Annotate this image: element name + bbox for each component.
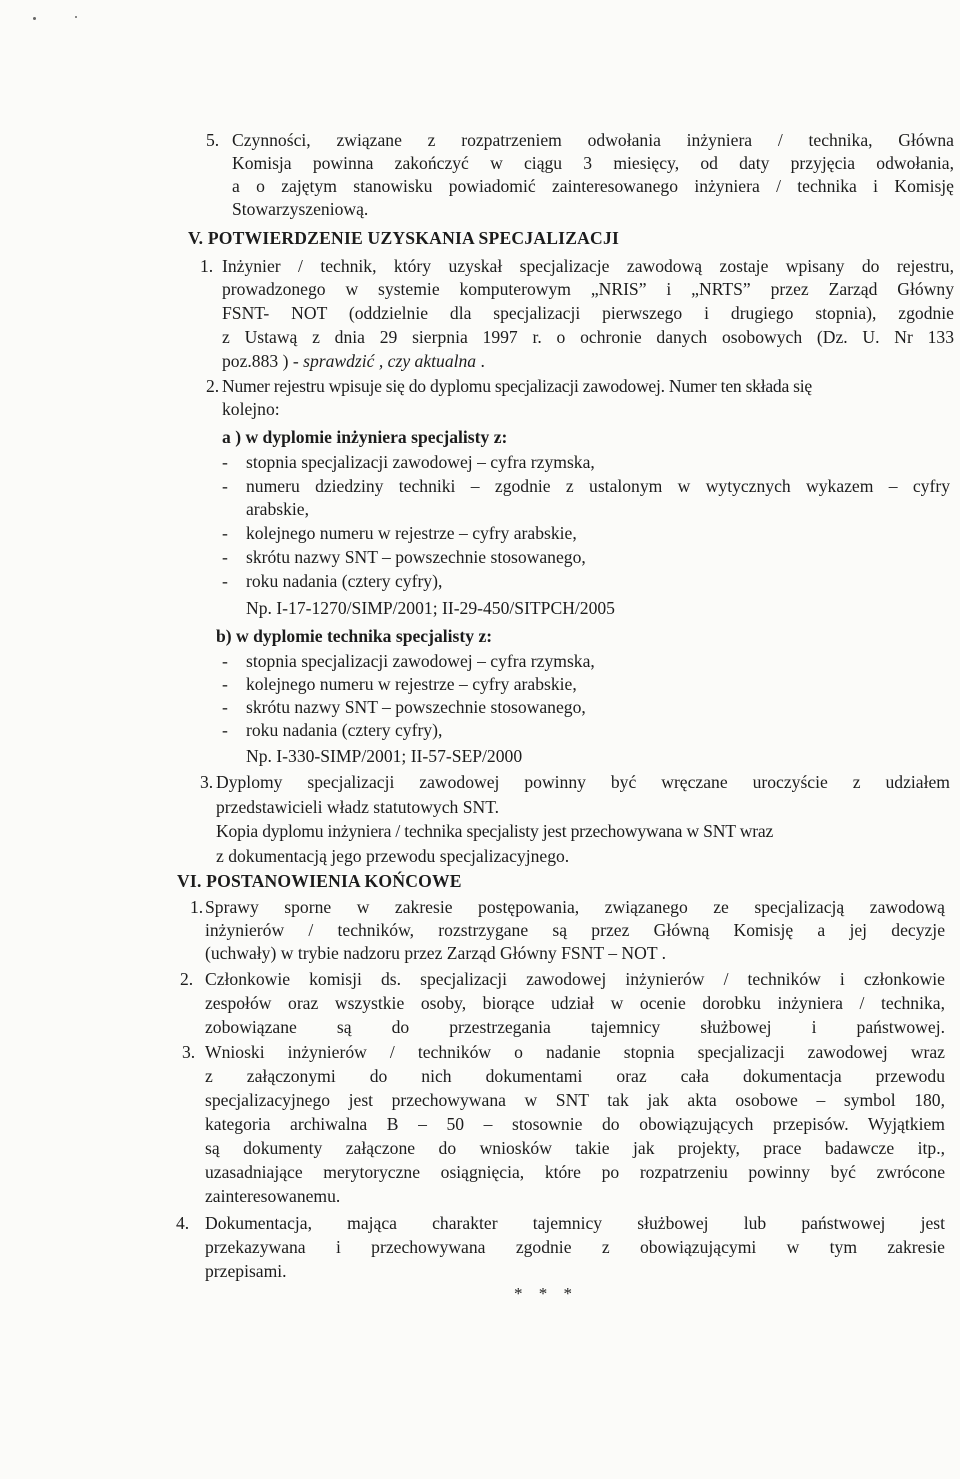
paragraph-line: Sprawy sporne w zakresie postępowania, związanego ze specjalizacją zawodową [205, 897, 945, 917]
paragraph-line: specjalizacyjnego jest przechowywana w SNT tak jak akta osobowe – symbol 180, [205, 1090, 945, 1110]
bullet-dash: - [222, 720, 228, 740]
example-code: Np. I-17-1270/SIMP/2001; II-29-450/SITPCH/2005 [246, 598, 615, 618]
paragraph-line: Stowarzyszeniową. [232, 199, 369, 219]
paragraph-line: Dokumentacja, mająca charakter tajemnicy służbowej lub państwowej jest [205, 1213, 945, 1233]
item-number: 2. [206, 376, 220, 396]
paragraph-line: z dokumentacją jego przewodu specjalizacyjnego. [216, 846, 570, 866]
text-span: . [476, 351, 485, 371]
paragraph-line: przekazywana i przechowywana zgodnie z obowiązującymi w tym zakresie [205, 1237, 945, 1257]
paragraph-line: kategoria archiwalna B – 50 – stosownie do obowiązujących przepisów. Wyjątkiem [205, 1114, 945, 1134]
section-heading: VI. POSTANOWIENIA KOŃCOWE [177, 871, 462, 891]
paragraph-line: przedstawicieli władz statutowych SNT. [216, 797, 500, 817]
paragraph-line: uzasadniające merytoryczne osiągnięcia, które po rozpatrzeniu powinny być zwrócone [205, 1162, 945, 1182]
bullet-dash: - [222, 651, 228, 671]
bullet-dash: - [222, 523, 228, 543]
list-item: roku nadania (cztery cyfry), [246, 720, 443, 740]
paragraph-line: a o zajętym stanowisku powiadomić zainteresowanego inżyniera / technika i Komisję [232, 176, 954, 196]
paragraph-line: Wnioski inżynierów / techników o nadanie stopnia specjalizacji zawodowej wraz [205, 1042, 945, 1062]
paragraph-line: (uchwały) w trybie nadzoru przez Zarząd Główny FSNT – NOT . [205, 943, 667, 963]
item-number: 1. [200, 256, 214, 276]
paragraph-line: są dokumenty załączone do wniosków takie jak projekty, prace badawcze itp., [205, 1138, 945, 1158]
list-item: skrótu nazwy SNT – powszechnie stosowanego, [246, 547, 586, 567]
subsection-heading: b) w dyplomie technika specjalisty z: [216, 626, 493, 646]
paragraph-line: Inżynier / technik, który uzyskał specjalizacje zawodową zostaje wpisany do rejestru, [222, 256, 954, 276]
bullet-dash: - [222, 571, 228, 591]
paragraph-line: Numer rejestru wpisuje się do dyplomu specjalizacji zawodowej. Numer ten składa się [222, 376, 812, 396]
paragraph-line: FSNT- NOT (oddzielnie dla specjalizacji pierwszego i drugiego stopnia), zgodnie [222, 303, 954, 323]
list-item: skrótu nazwy SNT – powszechnie stosowanego, [246, 697, 586, 717]
paragraph-line: prowadzonego w systemie komputerowym „NRIS” i „NRTS” przez Zarząd Główny [222, 279, 954, 299]
bullet-dash: - [222, 476, 228, 496]
list-item: stopnia specjalizacji zawodowej – cyfra rzymska, [246, 651, 595, 671]
section-heading: V. POTWIERDZENIE UZYSKANIA SPECJALIZACJI [188, 228, 619, 248]
scan-speck [33, 17, 36, 20]
list-item: roku nadania (cztery cyfry), [246, 571, 443, 591]
paragraph-line: zobowiązane są do przestrzegania tajemnicy służbowej i państwowej. [205, 1017, 945, 1037]
list-item: numeru dziedziny techniki – zgodnie z ustalonym w wytycznych wykazem – cyfry [246, 476, 950, 496]
paragraph-line: Kopia dyplomu inżyniera / technika specjalisty jest przechowywana w SNT wraz [216, 821, 774, 841]
subsection-heading: a ) w dyplomie inżyniera specjalisty z: [222, 427, 508, 447]
paragraph-line: zainteresowanemu. [205, 1186, 341, 1206]
list-item-continuation: arabskie, [246, 499, 310, 519]
paragraph-line: Członkowie komisji ds. specjalizacji zawodowej inżynierów / techników i członkowie [205, 969, 945, 989]
end-mark: * * * [514, 1284, 578, 1303]
paragraph-line: z Ustawą z dnia 29 sierpnia 1997 r. o ochronie danych osobowych (Dz. U. Nr 133 [222, 327, 954, 347]
item-number: 3. [182, 1042, 196, 1062]
item-number: 1. [190, 897, 204, 917]
paragraph-line: zespołów oraz wszystkie osoby, biorące udział w ocenie dorobku inżyniera / technika, [205, 993, 945, 1013]
list-item: kolejnego numeru w rejestrze – cyfry arabskie, [246, 674, 577, 694]
paragraph-line: inżynierów / techników, rozstrzygane są przez Główną Komisję a jej decyzje [205, 920, 945, 940]
paragraph-line: z załączonymi do nich dokumentami oraz cała dokumentacja przewodu [205, 1066, 945, 1086]
paragraph-line: kolejno: [222, 399, 280, 419]
paragraph-line: przepisami. [205, 1261, 287, 1281]
scan-speck [75, 16, 77, 18]
editor-note: sprawdzić , czy aktualna [303, 351, 477, 371]
list-item: stopnia specjalizacji zawodowej – cyfra rzymska, [246, 452, 595, 472]
item-number: 4. [176, 1213, 190, 1233]
item-number: 5. [206, 130, 220, 150]
bullet-dash: - [222, 697, 228, 717]
paragraph-line: Komisja powinna zakończyć w ciągu 3 miesięcy, od daty przyjęcia odwołania, [232, 153, 954, 173]
bullet-dash: - [222, 547, 228, 567]
bullet-dash: - [222, 452, 228, 472]
list-item: kolejnego numeru w rejestrze – cyfry arabskie, [246, 523, 577, 543]
paragraph-line: Czynności, związane z rozpatrzeniem odwołania inżyniera / technika, Główna [232, 130, 954, 150]
example-code: Np. I-330-SIMP/2001; II-57-SEP/2000 [246, 746, 523, 766]
item-number: 2. [180, 969, 194, 989]
item-number: 3. [200, 772, 214, 792]
bullet-dash: - [222, 674, 228, 694]
paragraph-line [222, 350, 485, 372]
text-span: poz.883 ) - [222, 351, 304, 371]
paragraph-line: Dyplomy specjalizacji zawodowej powinny być wręczane uroczyście z udziałem [216, 772, 950, 792]
